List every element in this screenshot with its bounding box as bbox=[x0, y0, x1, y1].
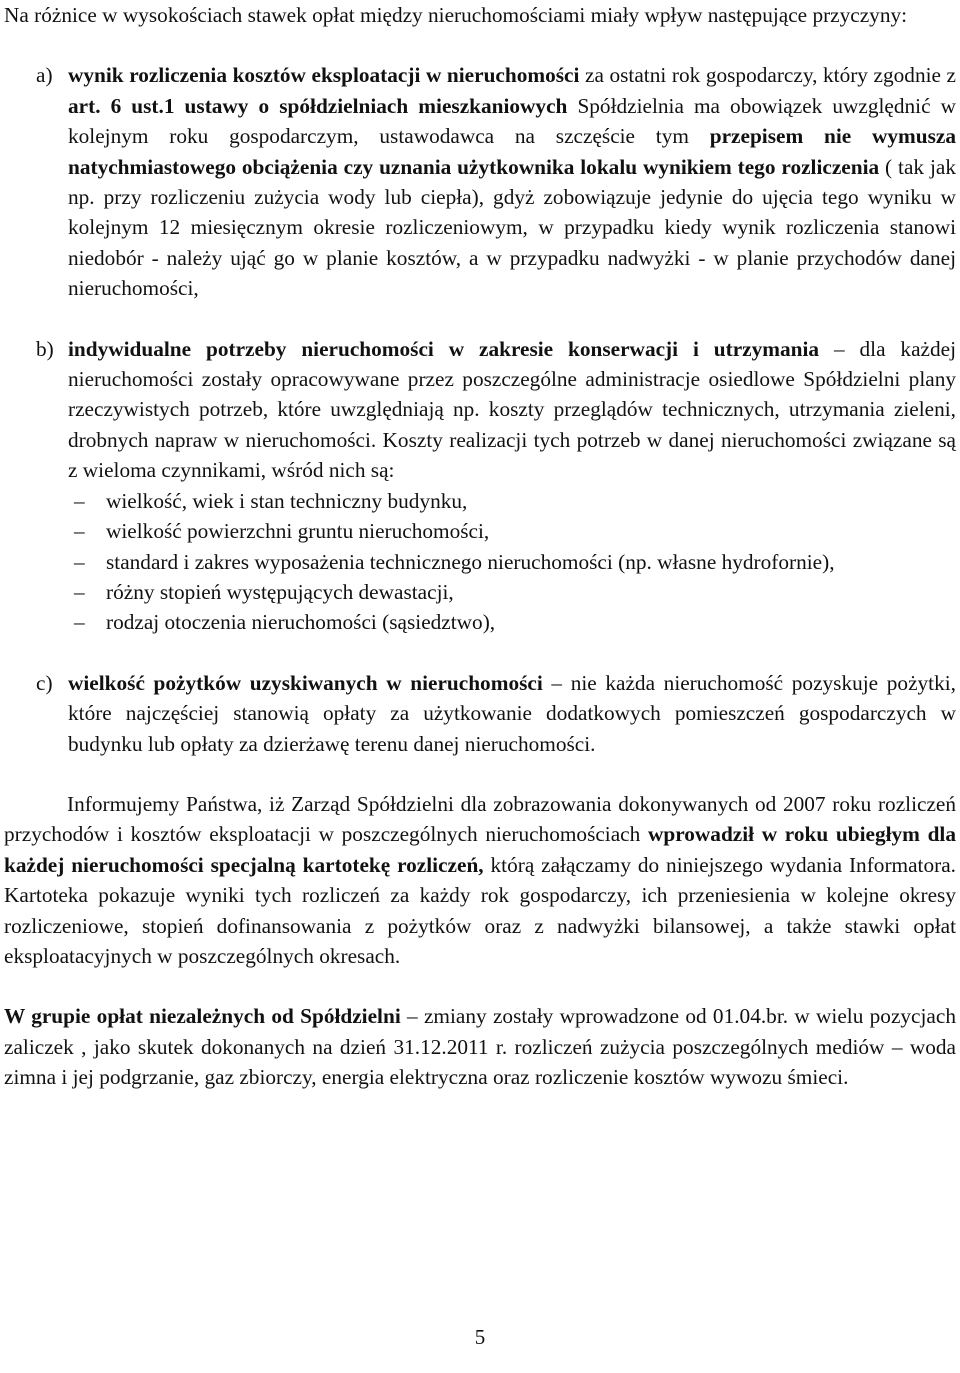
item-c-label: c) bbox=[36, 670, 53, 695]
intro-paragraph: Na różnice w wysokościach stawek opłat między nieruchomościami miały wpływ następujące przyczyny: bbox=[4, 3, 908, 27]
page-number: 5 bbox=[474, 1325, 486, 1349]
item-b-label: b) bbox=[36, 336, 54, 361]
item-b-heading: indywidualne potrzeby nieruchomości w zakresie konserwacji i utrzymania bbox=[68, 336, 820, 361]
item-a-text-2: Spółdzielnia ma obowiązek uwzględnić w kolejnym roku gospodarczym, ustawodawca na szczęście tym bbox=[68, 93, 956, 149]
item-c-heading: wielkość pożytków uzyskiwanych w nieruchomości bbox=[68, 670, 543, 695]
list-item bbox=[4, 486, 956, 516]
info-text-1: Informujemy Państwa, iż Zarząd Spółdzielni dla zobrazowania dokonywanych od 2007 roku rozliczeń przychodów i kosztów eksploatacji w poszczególnych nieruchomościach bbox=[4, 791, 956, 847]
item-a-text-3: ( tak jak np. przy rozliczeniu zużycia wody lub ciepła), gdyż zobowiązuje jedynie do ujęcia tego wyniku w kolejnym 12 miesięcznym okresie rozliczeniowym, w przypadku kiedy wynik rozliczenia stanowi niedobór - należy ująć go w planie kosztów, a w przypadku nadwyżki - w planie przychodów danej nieruchomości, bbox=[68, 154, 956, 301]
item-c-text: – nie każda nieruchomość pozyskuje pożytki, które najczęściej stanowią opłaty za użytkowanie dodatkowych pomieszczeń gospodarczych w budynku lub opłaty za dzierżawę terenu danej nieruchomości. bbox=[68, 670, 956, 756]
list-item bbox=[4, 607, 956, 637]
dash-marker: – bbox=[74, 519, 85, 544]
item-b-text: – dla każdej nieruchomości zostały opracowywane przez poszczególne administracje osiedlowe Spółdzielni plany rzeczywistych potrzeb, które uwzględniają np. koszty przeglądów technicznych, utrzymania zieleni, drobnych napraw w nieruchomości. Koszty realizacji tych potrzeb w danej nieruchomości związane są z wieloma czynnikami, wśród nich są: bbox=[68, 336, 956, 483]
item-a bbox=[4, 60, 956, 303]
info-paragraph bbox=[4, 789, 956, 971]
fees-heading: W grupie opłat niezależnych od Spółdzielni bbox=[4, 1004, 401, 1029]
list-item-text: różny stopień występujących dewastacji, bbox=[106, 579, 454, 604]
dash-marker: – bbox=[74, 549, 85, 574]
item-b bbox=[4, 334, 956, 486]
list-item bbox=[4, 547, 956, 577]
document-page bbox=[4, 0, 956, 1093]
item-a-label: a) bbox=[36, 63, 53, 88]
dash-marker: – bbox=[74, 610, 85, 635]
item-c bbox=[4, 668, 956, 759]
dash-marker: – bbox=[74, 488, 85, 513]
list-item-text: standard i zakres wyposażenia technicznego nieruchomości (np. własne hydrofornie), bbox=[106, 549, 835, 574]
fees-text: – zmiany zostały wprowadzone od 01.04.br. w wielu pozycjach zaliczek , jako skutek dokonanych na dzień 31.12.2011 r. rozliczeń zużycia poszczególnych mediów – woda zimna i jej podgrzanie, gaz zbiorczy, energia elektryczna oraz rozliczenie kosztów wywozu śmieci. bbox=[4, 1004, 956, 1090]
info-bold-clause: wprowadził w roku ubiegłym dla każdej nieruchomości specjalną kartotekę rozliczeń, bbox=[4, 822, 956, 877]
item-a-law-reference: art. 6 ust.1 ustawy o spółdzielniach mieszkaniowych bbox=[68, 93, 568, 118]
list-item-text: wielkość powierzchni gruntu nieruchomości, bbox=[106, 519, 490, 544]
item-b-bullet-list bbox=[4, 486, 956, 638]
item-a-text-1: za ostatni rok gospodarczy, który zgodnie z bbox=[579, 63, 956, 88]
fees-paragraph bbox=[4, 1001, 956, 1092]
list-item bbox=[4, 516, 956, 546]
list-item-text: rodzaj otoczenia nieruchomości (sąsiedztwo), bbox=[106, 610, 496, 635]
info-text-2: którą załączamy do niniejszego wydania Informatora. Kartoteka pokazuje wyniki tych rozliczeń za każdy rok gospodarczy, ich przeniesienia w kolejne okresy rozliczeniowe, stopień dofinansowania z pożytków oraz z nadwyżki bilansowej, a także stawki opłat eksploatacyjnych w poszczególnych okresach. bbox=[4, 852, 956, 968]
item-a-heading: wynik rozliczenia kosztów eksploatacji w nieruchomości bbox=[68, 63, 580, 88]
list-item-text: wielkość, wiek i stan techniczny budynku, bbox=[106, 488, 468, 513]
list-item bbox=[4, 577, 956, 607]
item-a-bold-clause: przepisem nie wymusza natychmiastowego obciążenia czy uznania użytkownika lokalu wynikiem tego rozliczenia bbox=[68, 124, 957, 179]
dash-marker: – bbox=[74, 579, 85, 604]
